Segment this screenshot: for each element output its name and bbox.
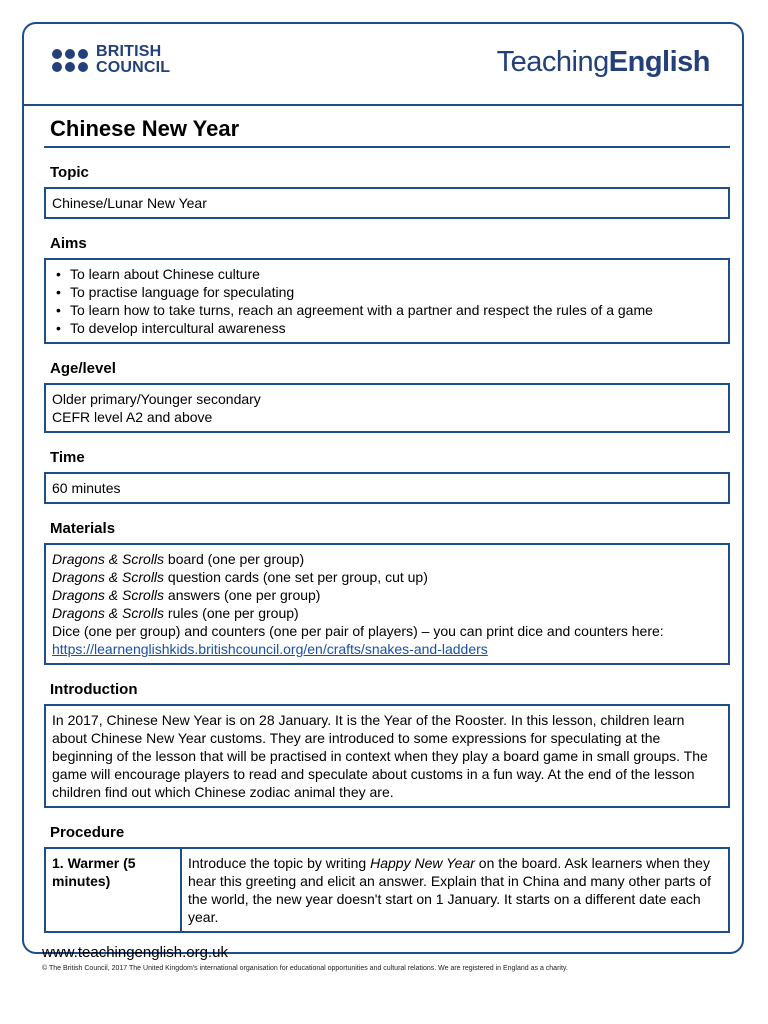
introduction-heading: Introduction [50, 681, 138, 698]
age-level-line-1: Older primary/Younger secondary [52, 391, 261, 407]
procedure-table [44, 847, 730, 933]
game-name: Dragons & Scrolls [52, 551, 165, 567]
logo-text [96, 44, 170, 76]
logo-light-text: Teaching [496, 46, 609, 78]
footer-note: © The British Council, 2017 The United Kingdom's international organisation for educational opportunities and cultural relations. We are registered in England as a charity. [42, 965, 568, 972]
aims-box [44, 258, 730, 344]
teaching-english-logo [497, 46, 710, 79]
greeting-emphasis: Happy New Year [370, 855, 475, 871]
time-text: 60 minutes [52, 480, 121, 496]
procedure-step-text: Introduce the topic by writing Happy New Year on the board. Ask learners when they hear this greeting and elicit an answer. Explain that in China and many other parts of the world, the new year doesn't start on 1 January. It starts on a different date each year. [188, 855, 711, 925]
footer-url: www.teachingenglish.org.uk [42, 944, 228, 961]
materials-item: Dragons & Scrolls board (one per group) [52, 551, 305, 567]
topic-heading: Topic [50, 164, 89, 181]
aim-item: • To practise language for speculating [68, 283, 722, 301]
materials-item: Dragons & Scrolls question cards (one set per group, cut up) [52, 569, 428, 585]
procedure-heading: Procedure [50, 824, 125, 841]
logo-line-2: COUNCIL [96, 59, 171, 76]
materials-dice-text: Dice (one per group) and counters (one per pair of players) – you can print dice and counters here: [52, 623, 664, 639]
logo-dots-icon [52, 49, 88, 72]
aim-item: • To learn about Chinese culture [68, 265, 722, 283]
procedure-step-label: 1. Warmer (5 minutes) [45, 848, 181, 932]
time-box [44, 472, 730, 504]
game-name: Dragons & Scrolls [52, 569, 165, 585]
logo-bold-text: English [608, 46, 710, 78]
game-name: Dragons & Scrolls [52, 605, 165, 621]
page-frame [22, 22, 744, 954]
aim-item: • To learn how to take turns, reach an agreement with a partner and respect the rules of a game [68, 301, 722, 319]
topic-text: Chinese/Lunar New Year [52, 195, 207, 211]
topic-box [44, 187, 730, 219]
british-council-logo [52, 44, 170, 76]
age-level-heading: Age/level [50, 360, 116, 377]
introduction-text: In 2017, Chinese New Year is on 28 January. It is the Year of the Rooster. In this lesson, children learn about Chinese New Year customs. They are introduced to some expressions for speculating at the beginning of the lesson that will be practised in context when they play a board game in small groups. The game will encourage players to read and speculate about customs in a fun way. At the end of the lesson children find out which Chinese zodiac animal they are. [52, 712, 708, 800]
materials-item: Dragons & Scrolls answers (one per group) [52, 587, 321, 603]
lesson-content [44, 116, 730, 933]
page-title: Chinese New Year [44, 116, 730, 148]
snakes-ladders-link[interactable]: https://learnenglishkids.britishcouncil.org/en/crafts/snakes-and-ladders [52, 641, 488, 657]
page-header [24, 24, 742, 106]
materials-item: Dragons & Scrolls rules (one per group) [52, 605, 299, 621]
age-level-box [44, 383, 730, 433]
logo-line-1: BRITISH [96, 43, 162, 60]
table-row [45, 848, 729, 932]
materials-box [44, 543, 730, 665]
aim-item: • To develop intercultural awareness [68, 319, 722, 337]
time-heading: Time [50, 449, 85, 466]
materials-heading: Materials [50, 520, 116, 537]
introduction-box [44, 704, 730, 808]
aims-heading: Aims [50, 235, 87, 252]
age-level-line-2: CEFR level A2 and above [52, 409, 213, 425]
game-name: Dragons & Scrolls [52, 587, 165, 603]
aims-list [52, 265, 722, 337]
